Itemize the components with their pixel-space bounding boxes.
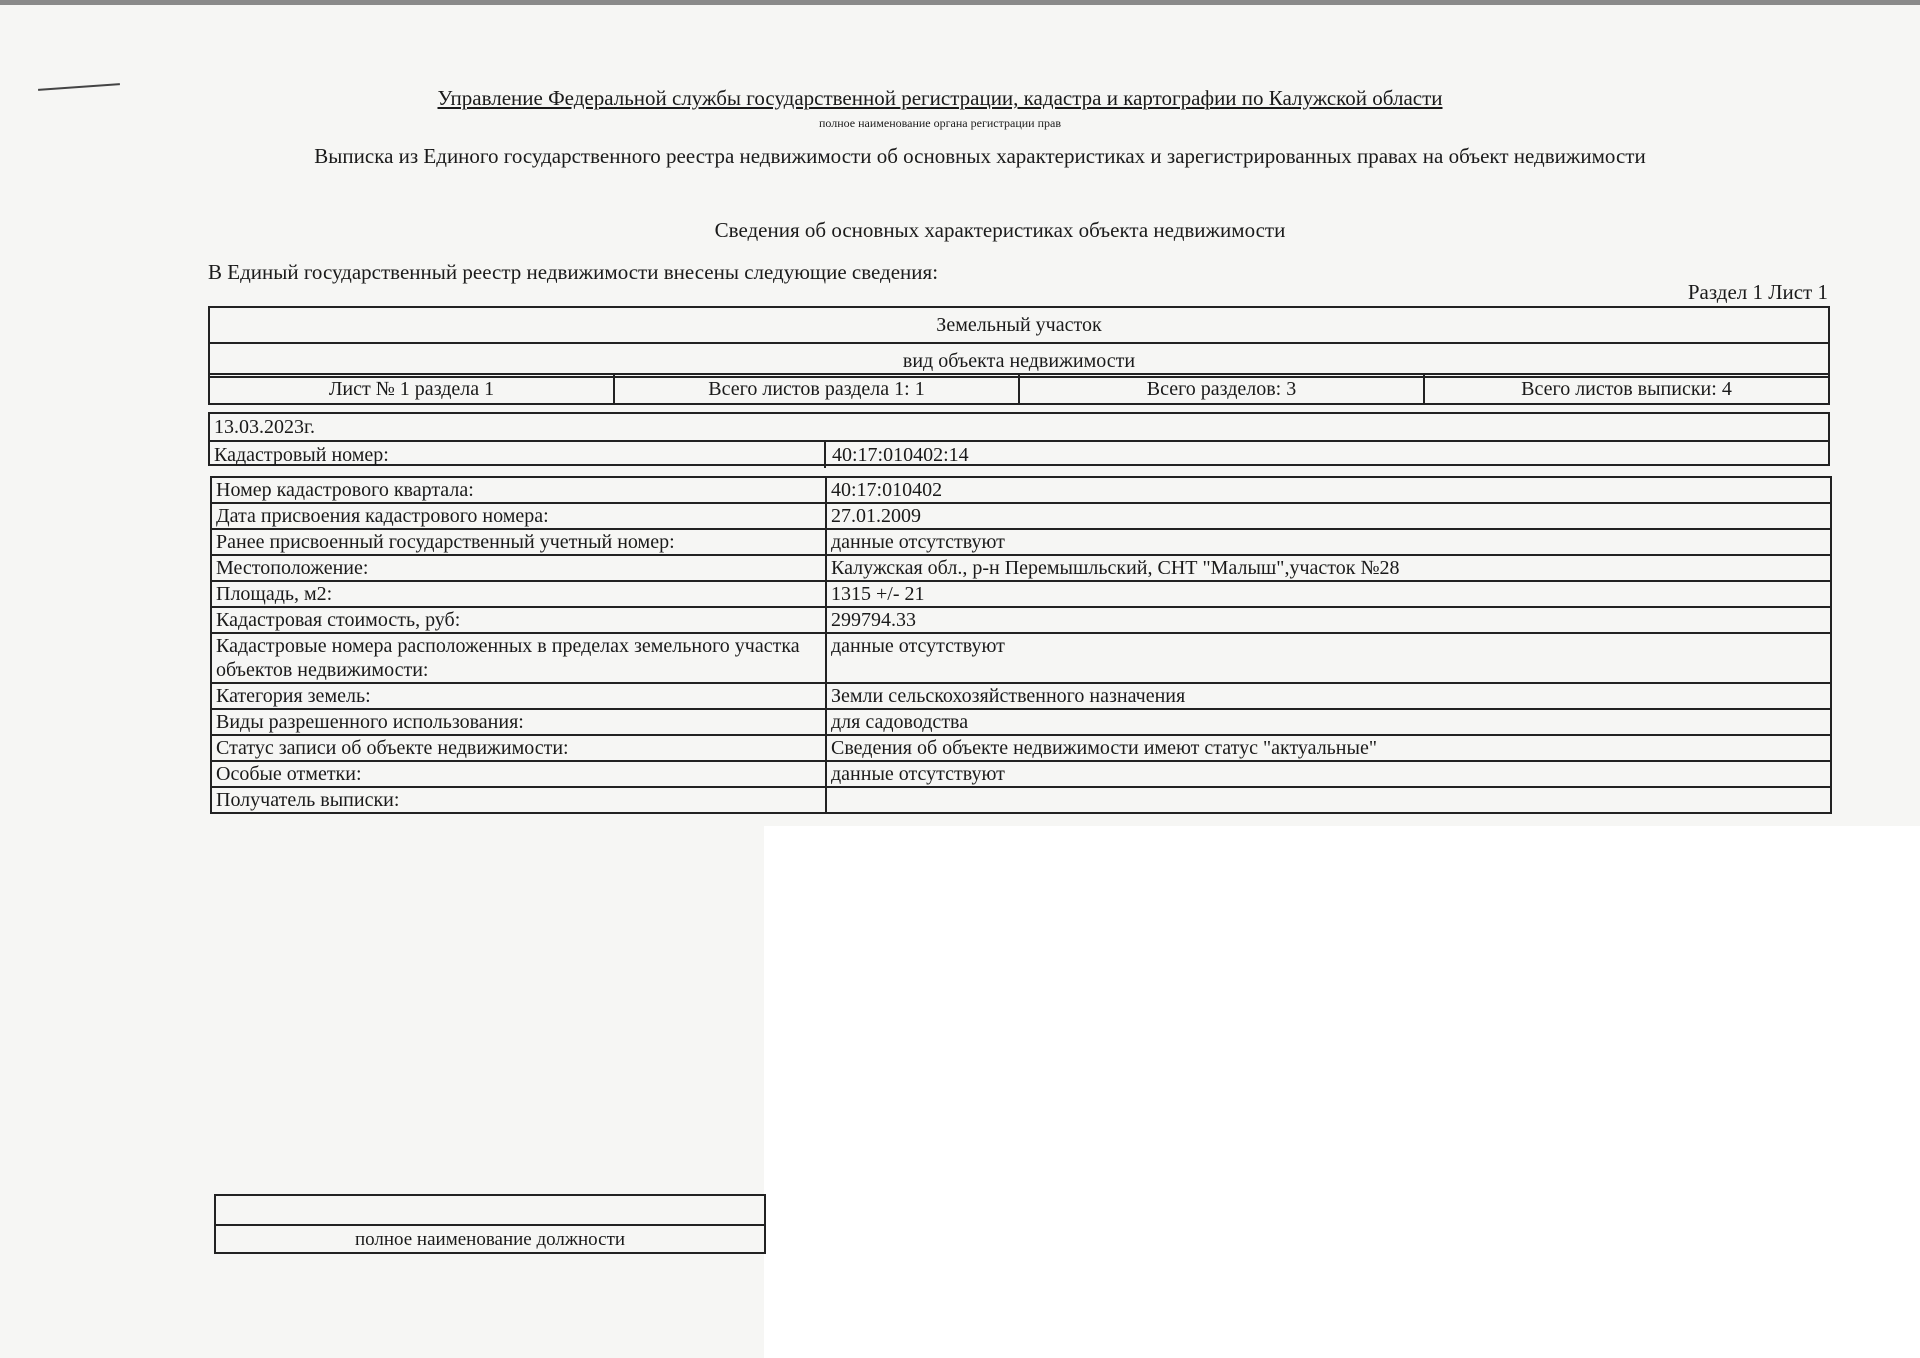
table-row — [211, 581, 1831, 607]
sheet-number: Лист № 1 раздела 1 — [210, 375, 615, 403]
object-type-box — [208, 306, 1830, 378]
field-label: Дата присвоения кадастрового номера: — [211, 503, 826, 529]
field-label: Получатель выписки: — [211, 787, 826, 813]
table-row — [211, 683, 1831, 709]
field-label: Местоположение: — [211, 555, 826, 581]
field-value: 27.01.2009 — [826, 503, 1831, 529]
field-value: Калужская обл., р-н Перемышльский, СНТ "Малыш",участок №28 — [826, 555, 1831, 581]
field-label: Ранее присвоенный государственный учетный номер: — [211, 529, 826, 555]
section-title: Сведения об основных характеристиках объекта недвижимости — [714, 218, 1286, 242]
scan-top-edge — [0, 0, 1920, 5]
field-value: 40:17:010402 — [826, 477, 1831, 503]
field-label: Кадастровая стоимость, руб: — [211, 607, 826, 633]
intro-text: В Единый государственный реестр недвижимости внесены следующие сведения: — [208, 260, 939, 284]
position-caption: полное наименование должности — [354, 1229, 626, 1250]
field-label: Номер кадастрового квартала: — [211, 477, 826, 503]
table-row — [211, 761, 1831, 787]
page-reference: Раздел 1 Лист 1 — [1687, 280, 1828, 304]
field-label: Особые отметки: — [211, 761, 826, 787]
characteristics-table — [210, 476, 1832, 814]
table-row — [211, 787, 1831, 813]
stray-pen-mark — [38, 83, 120, 91]
record-header — [208, 412, 1830, 466]
document-title: Выписка из Единого государственного реестра недвижимости об основных характеристиках и зарегистрированных правах на объект недвижимости — [314, 144, 1646, 168]
field-value: данные отсутствуют — [826, 633, 1831, 683]
field-label: Категория земель: — [211, 683, 826, 709]
table-row — [211, 735, 1831, 761]
field-value: для садоводства — [826, 709, 1831, 735]
cadastral-number-row — [210, 440, 1828, 468]
field-value — [826, 787, 1831, 813]
cadastral-number-value: 40:17:010402:14 — [832, 444, 969, 466]
signature-line — [216, 1196, 764, 1226]
table-row — [211, 633, 1831, 683]
field-value: данные отсутствуют — [826, 761, 1831, 787]
field-value: 299794.33 — [826, 607, 1831, 633]
field-label: Статус записи об объекте недвижимости: — [211, 735, 826, 761]
organization-name: Управление Федеральной службы государственной регистрации, кадастра и картографии по Калужской области — [437, 86, 1443, 110]
field-value: Земли сельскохозяйственного назначения — [826, 683, 1831, 709]
object-type-value: Земельный участок — [936, 314, 1102, 336]
table-row — [211, 503, 1831, 529]
table-row — [211, 607, 1831, 633]
section-sheets-count: Всего листов раздела 1: 1 — [615, 375, 1020, 403]
total-sheets-count: Всего листов выписки: 4 — [1521, 378, 1732, 400]
field-label: Кадастровые номера расположенных в пределах земельного участка объектов недвижимости: — [211, 633, 826, 683]
table-row — [211, 477, 1831, 503]
cadastral-number-label: Кадастровый номер: — [214, 444, 389, 466]
sections-count: Всего разделов: 3 — [1020, 375, 1425, 403]
sheet-info-row — [208, 373, 1830, 405]
field-value: Сведения об объекте недвижимости имеют статус "актуальные" — [826, 735, 1831, 761]
organization-caption: полное наименование органа регистрации прав — [818, 116, 1062, 130]
table-row — [211, 555, 1831, 581]
table-row — [211, 709, 1831, 735]
redaction-mask — [764, 826, 1920, 1358]
field-value: данные отсутствуют — [826, 529, 1831, 555]
field-label: Площадь, м2: — [211, 581, 826, 607]
record-date: 13.03.2023г. — [214, 416, 315, 438]
field-label: Виды разрешенного использования: — [211, 709, 826, 735]
signature-block — [214, 1194, 766, 1254]
field-value: 1315 +/- 21 — [826, 581, 1831, 607]
table-row — [211, 529, 1831, 555]
object-type-caption: вид объекта недвижимости — [210, 342, 1828, 378]
